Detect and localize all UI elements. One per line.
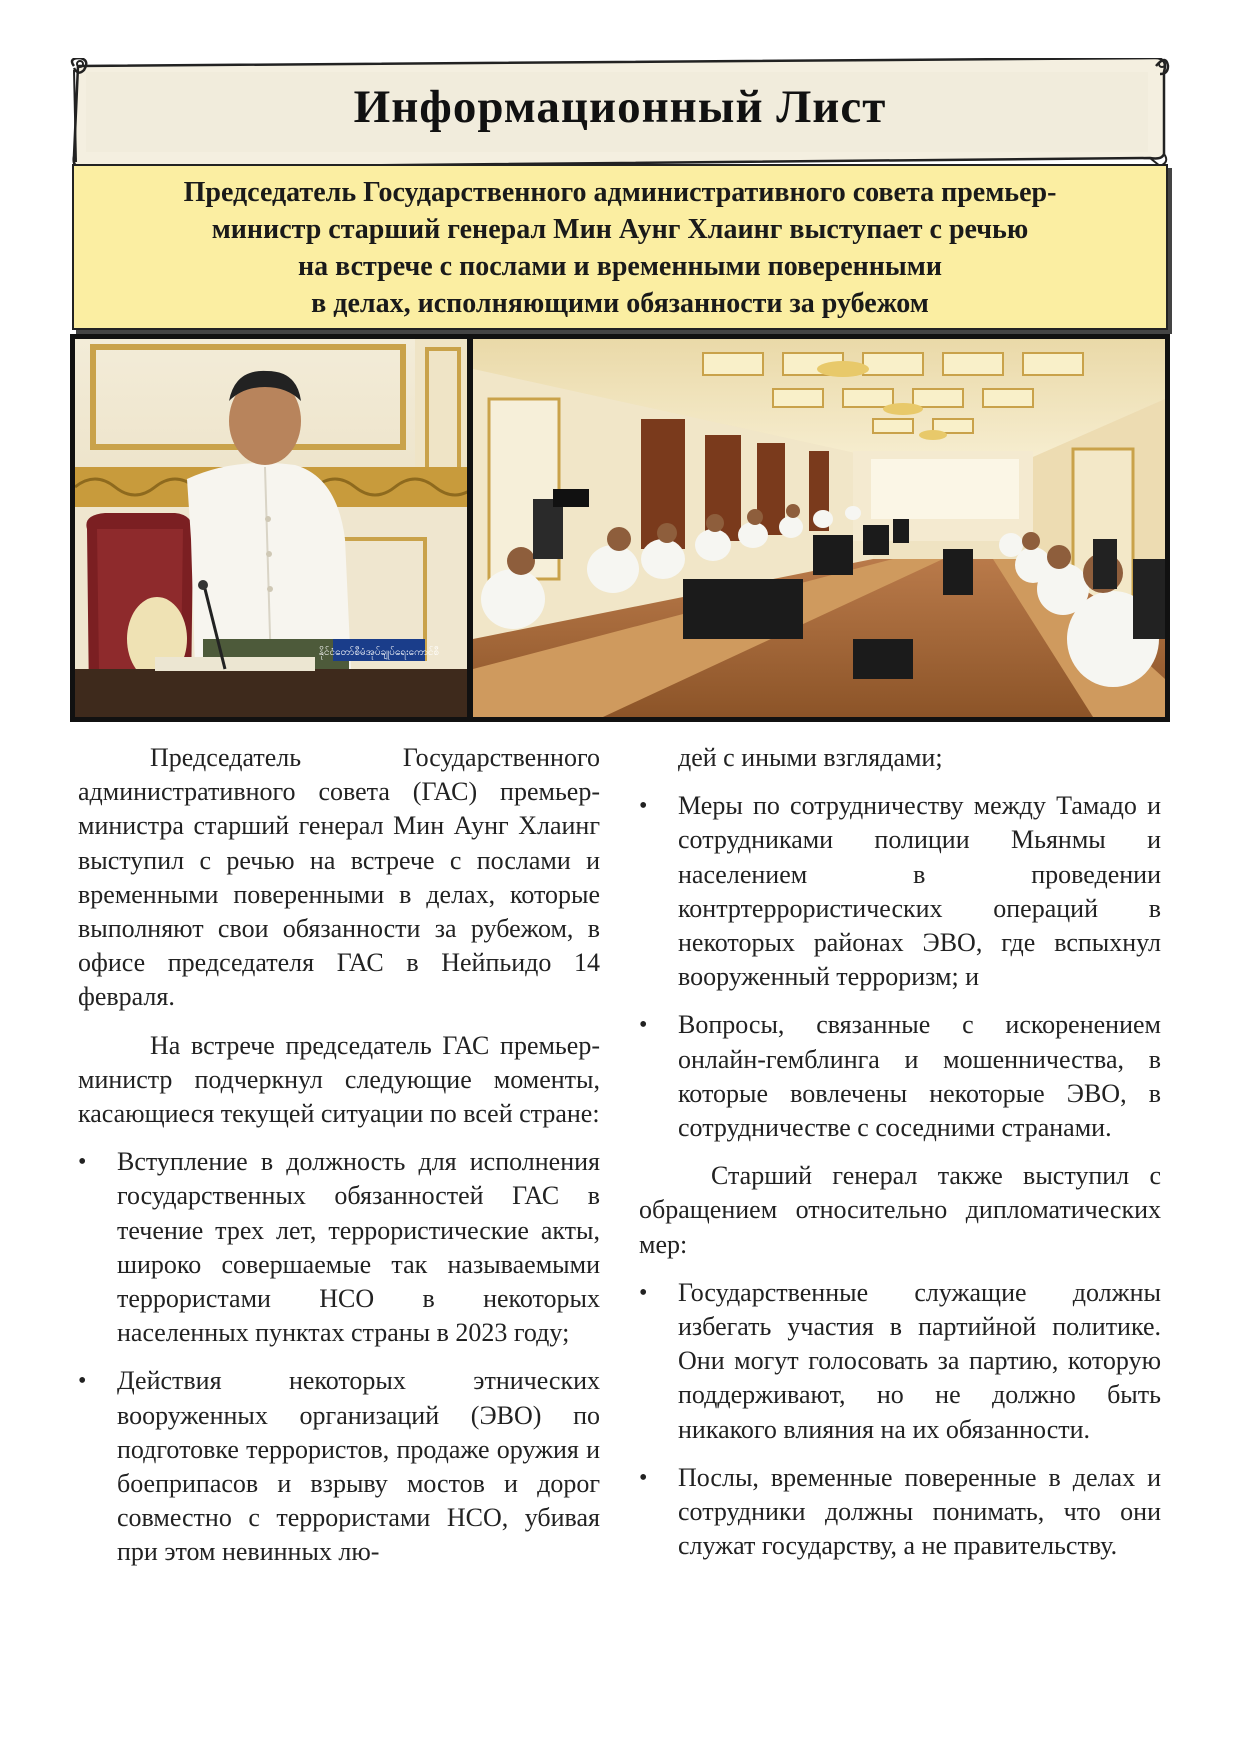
headline-line-4: в делах, исполняющими обязанности за рубежом xyxy=(311,288,929,319)
bullet-icon: • xyxy=(78,1149,87,1176)
left-column xyxy=(78,741,600,1584)
list-item-continuation: дей с иными взглядами; xyxy=(678,743,943,772)
points-intro-paragraph: На встрече председатель ГАС премьер-министр подчеркнул следующие моменты, касающиеся текущей ситуации по всей стране: xyxy=(78,1030,600,1129)
list-item xyxy=(78,1364,600,1569)
list-item-text: Вступление в должность для исполнения государственных обязанностей ГАС в течение трех лет, террористические акты, широко совершаемые так называемыми террористами НСО в некоторых населенных пунктах страны в 2023 году; xyxy=(117,1147,600,1348)
nameplate-text: နိုင်ငံတော်စီမံအုပ်ချုပ်ရေးကောင်စီ xyxy=(318,647,440,658)
headline-line-2: министр старший генерал Мин Аунг Хлаинг выступает с речью xyxy=(211,214,1029,245)
list-item xyxy=(639,789,1161,994)
list-item xyxy=(639,1461,1161,1564)
speaker-photo xyxy=(75,339,467,717)
bullet-icon: • xyxy=(639,1464,648,1491)
diplomatic-list xyxy=(639,1276,1161,1564)
list-item xyxy=(639,1008,1161,1145)
bullet-icon: • xyxy=(639,793,648,820)
list-item xyxy=(639,1276,1161,1447)
title-banner xyxy=(70,58,1170,168)
meeting-hall-photo xyxy=(473,339,1165,717)
headline-box xyxy=(72,164,1168,330)
list-item-text: Государственные служащие должны избегать участия в партийной политике. Они могут голосовать за партию, которую поддерживают, но не должно быть никакого влияния на их обязанности. xyxy=(678,1277,1161,1444)
bullet-icon: • xyxy=(639,1279,648,1306)
headline-line-1: Председатель Государственного административного совета премьер- xyxy=(183,177,1057,208)
bullet-icon: • xyxy=(78,1368,87,1395)
points-list xyxy=(78,1145,600,1569)
intro-paragraph: Председатель Государственного административного совета (ГАС) премьер-министра старший генерал Мин Аунг Хлаинг выступил с речью на встрече с послами и временными поверенными в делах, которые выполняют свои обязанности за рубежом, в офисе председателя ГАС в Нейпьидо 14 февраля. xyxy=(78,743,600,1012)
meeting-hall-illustration xyxy=(473,339,1165,717)
headline-line-3: на встрече с послами и временными поверенными xyxy=(298,251,942,282)
list-item-text: Действия некоторых этнических вооруженных организаций (ЭВО) по подготовке террористов, продаже оружия и боеприпасов и взрыву мостов и дорог совместно с террористами НСО, убивая при этом невинных лю- xyxy=(117,1366,600,1567)
list-item xyxy=(78,1145,600,1350)
diplomatic-intro-paragraph: Старший генерал также выступил с обращением относительно дипломатических мер: xyxy=(639,1161,1161,1259)
list-item-text: Вопросы, связанные с искоренением онлайн-гемблинга и мошенничества, в которые вовлечены некоторые ЭВО, в сотрудничестве с соседними странами. xyxy=(678,1010,1161,1143)
page-title: Информационный Лист xyxy=(353,81,887,133)
list-item-text: Меры по сотрудничеству между Тамадо и сотрудниками полиции Мьянмы и населением в проведении контртеррористических операций в некоторых районах ЭВО, где вспыхнул вооруженный терроризм; и xyxy=(678,791,1161,992)
list-item-text: Послы, временные поверенные в делах и сотрудники должны понимать, что они служат государству, а не правительству. xyxy=(678,1462,1161,1561)
right-column xyxy=(639,741,1161,1577)
speaker-photo-illustration xyxy=(75,339,467,717)
points-list-continued xyxy=(639,789,1161,1145)
bullet-icon: • xyxy=(639,1012,648,1039)
photo-strip xyxy=(70,334,1170,722)
